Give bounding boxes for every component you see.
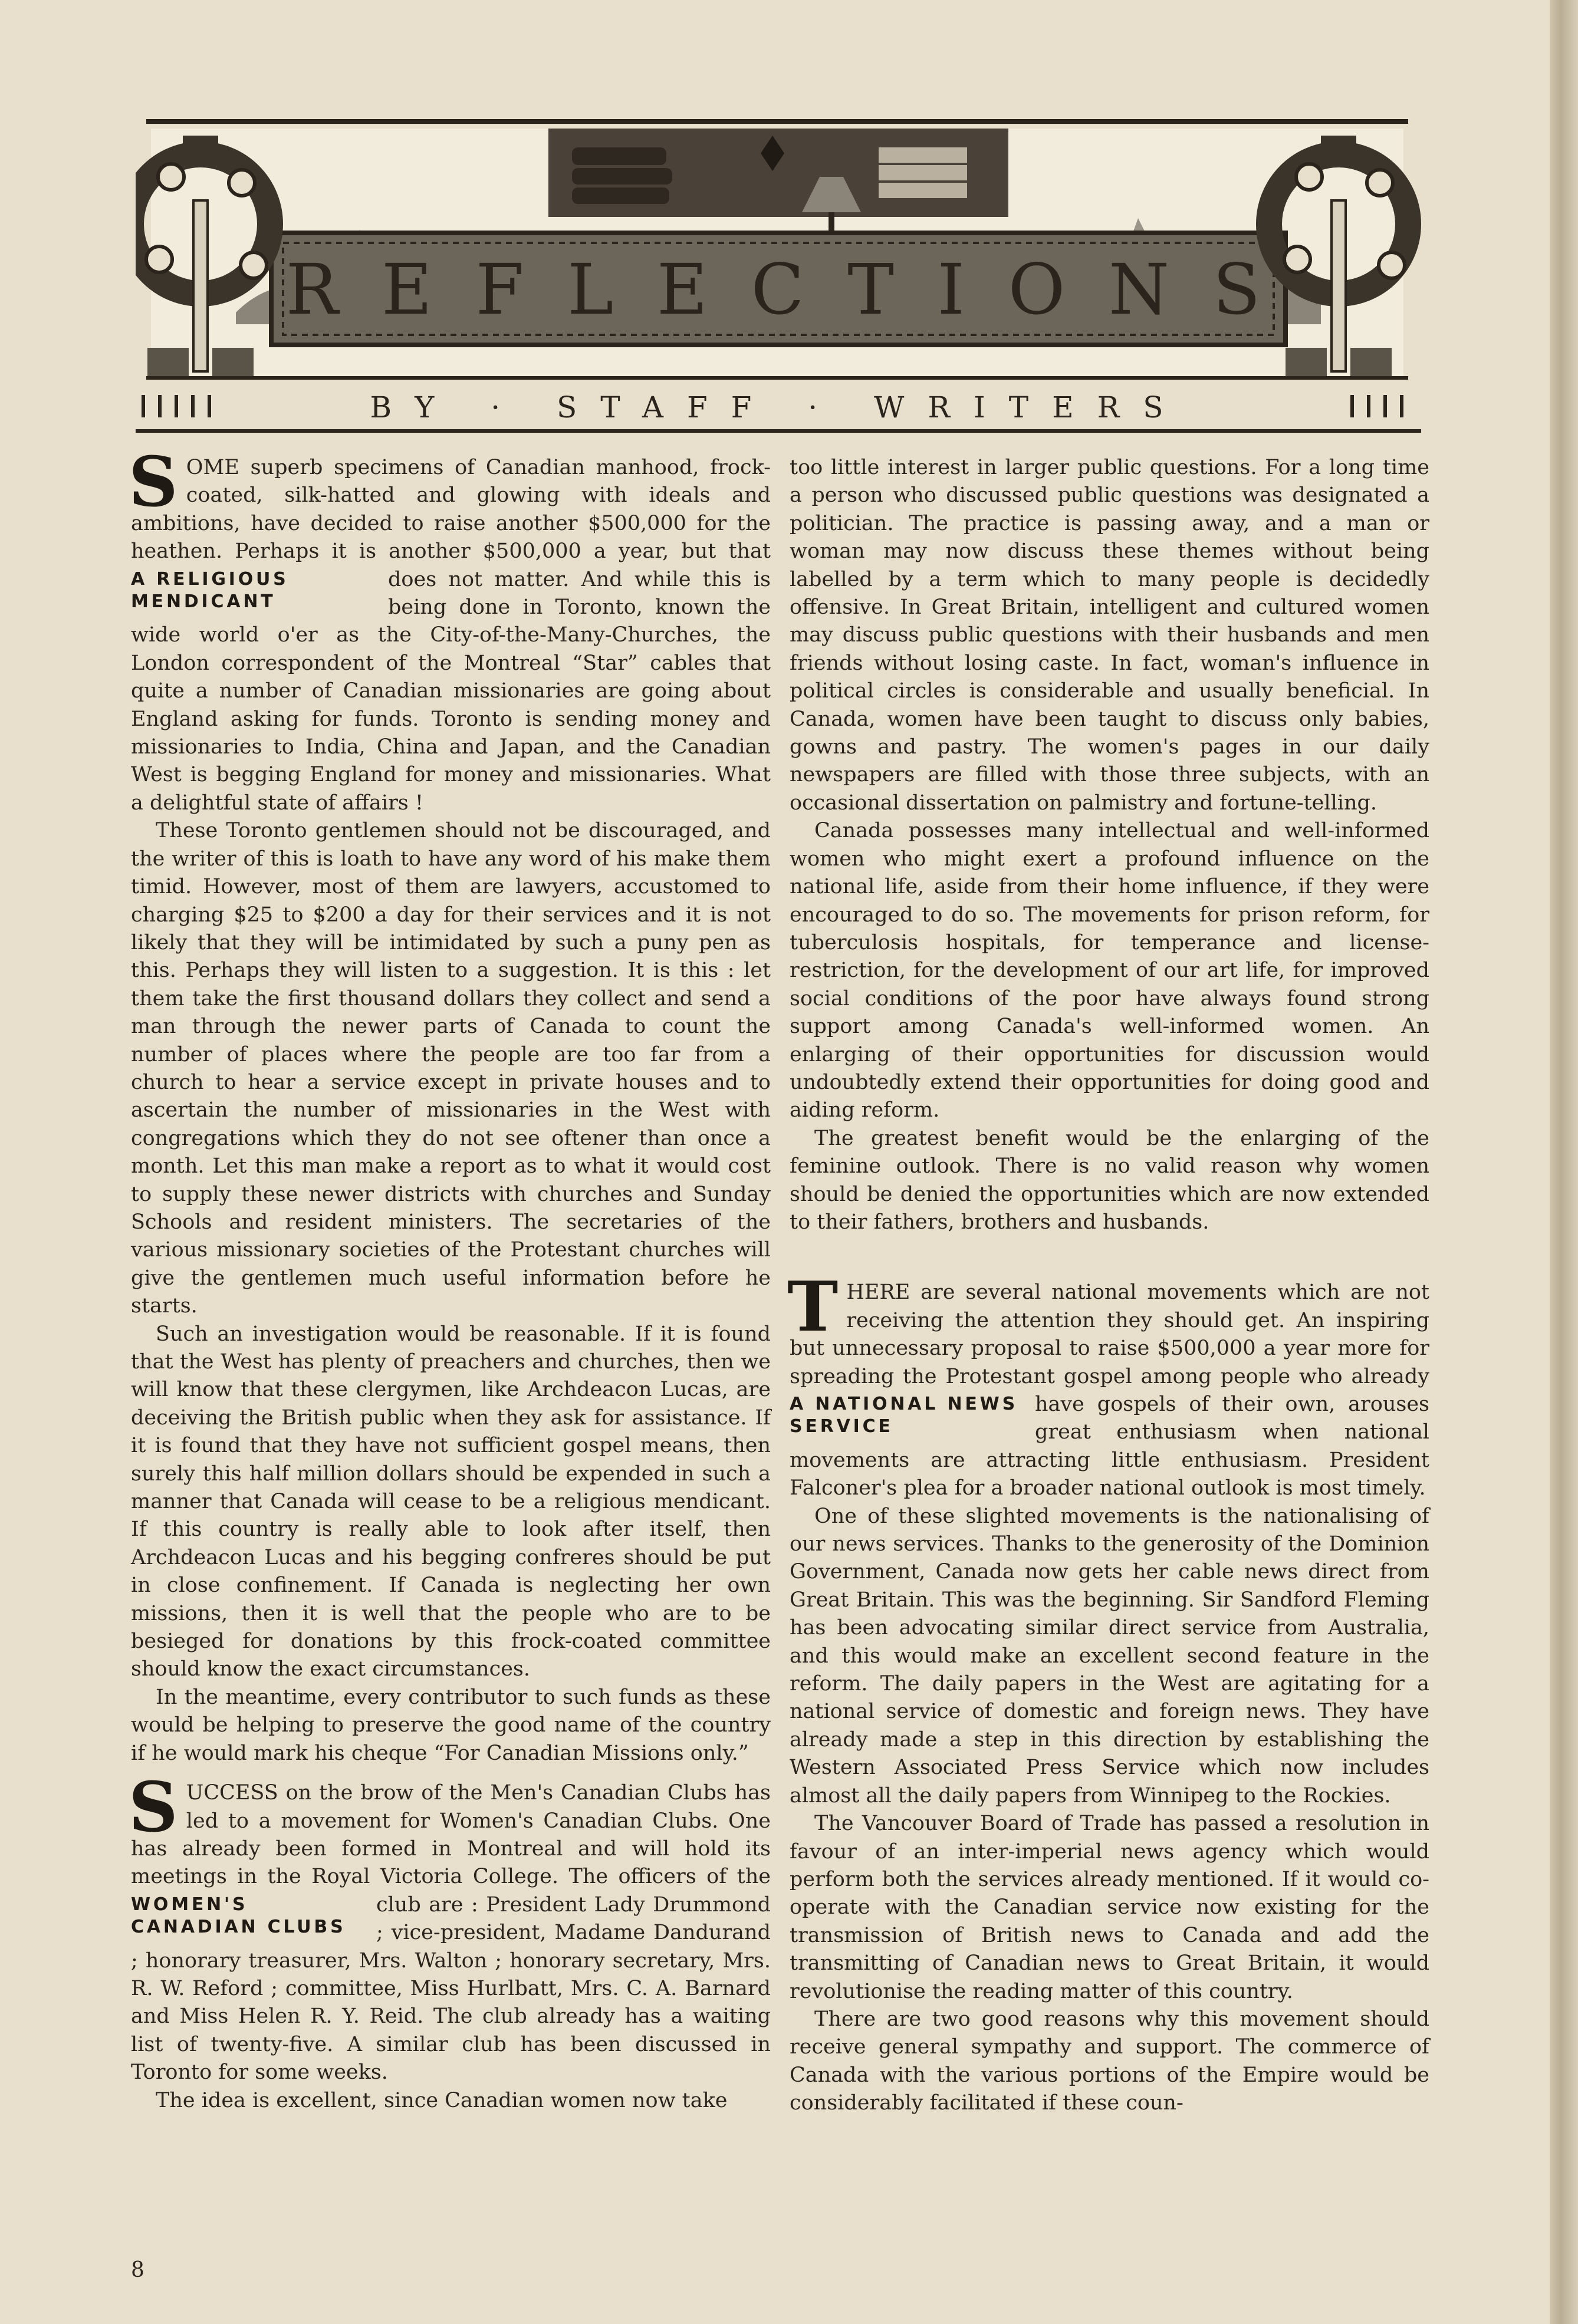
sidehead-religious-mendicant: A RELIGIOUS MENDICANT	[131, 568, 289, 612]
right-column	[787, 454, 1430, 2118]
paragraph: The Vancouver Board of Trade has passed a resolution in favour of an inter-imperial news agency which would perform both the services already mentioned. If it would co-operate with the Canadian service now existing for the transmission of British news to Canada and add the transmitting of Canadian news to Great Britain, it would revolutionise the reading matter of this country.	[790, 1812, 1429, 2003]
article-columns	[129, 442, 1430, 2223]
page-number: 8	[131, 2258, 144, 2282]
banner-byline: BY · STAFF · WRITERS	[370, 390, 1187, 424]
paragraph: There are two good reasons why this movement should receive general sympathy and support. The commerce of Canada with the various portions of the Empire would be considerably facilitated if these coun-	[790, 2007, 1429, 2115]
banner-title: R E F L E C T I O N S	[285, 249, 1271, 330]
drop-cap: S	[129, 442, 178, 522]
sidehead-national-news-service: A NATIONAL NEWS SERVICE	[790, 1394, 1018, 1437]
paragraph: The greatest benefit would be the enlarging of the feminine outlook. There is no valid reason why women should be denied the opportunities which are now extended to their fathers, brothers and husbands.	[790, 1126, 1429, 1234]
paragraph: Such an investigation would be reasonable. If it is found that the West has plenty of preachers and churches, then we will know that these clergymen, like Archdeacon Lucas, are deceiving the British public when they ask for assistance. If it is found that they have not sufficient gospel means, then surely this half million dollars should be expended in such a manner that Canada will cease to be a religious mendicant. If this country is really able to look after itself, then Archdeacon Lucas and his begging confreres should be put in close confinement. If Canada is neglecting her own missions, then it is well that the people who are to be besieged for donations by this frock-coated committee should know the exact circumstances.	[131, 1322, 771, 1681]
top-rule	[146, 119, 1408, 124]
paragraph-text: OME superb specimens of Canadian manhood, frock-coated, silk-hatted and glowing with ideals and ambitions, have decided to raise another $500,000 for the heathen. Perhaps it is another $500,000 a year, but that does not matter.	[131, 456, 771, 591]
mid-rule	[146, 376, 1408, 380]
page-edge	[1550, 0, 1578, 2324]
paragraph-text: And while this is being done in Toronto, known the wide world o'er as the City-of-the-Many-Churches, the London correspondent of the Montreal “Star” cables that quite a number of Canadian missionaries are going about England asking for funds. Toronto is sending money and missionaries to India, China and Japan, and the Canadian West is begging England for money and missionaries. What a delightful state of affairs !	[131, 567, 771, 815]
paragraph: The idea is excellent, since Canadian women now take	[156, 2088, 728, 2112]
paragraph: One of these slighted movements is the nationalising of our news services. Thanks to the generosity of the Dominion Government, Canada now gets her cable news direct from Great Britain. This was the beginning. Sir Sandford Fleming has been advocating similar direct service from Australia, and this would make an excellent second feature in the reform. The daily papers in the West are agitating for a national service of domestic and foreign news. They have already made a step in this direction by establishing the Western Associated Press Service which now includes almost all the daily papers from Winnipeg to the Rockies.	[790, 1504, 1429, 1808]
left-column	[129, 442, 771, 2115]
paragraph: Canada possesses many intellectual and well-informed women who might exert a profound influence on the national life, aside from their home influence, if they were encouraged to do so. The movements for prison reform, for tuberculosis hospitals, for temperance and license-restriction, for the development of our art life, for improved social conditions of the poor have always found strong support among Canada's well-informed women. An enlarging of their opportunities for discussion would undoubtedly extend their opportunities for doing good and aiding reform.	[790, 819, 1429, 1123]
reflections-banner	[136, 112, 1421, 442]
paragraph: These Toronto gentlemen should not be discouraged, and the writer of this is loath to have any word of his make them timid. However, most of them are lawyers, accustomed to charging $25 to $200 a day for their services and it is not likely that they will be intimidated by such a puny pen as this. Perhaps they will listen to a suggestion. It is this : let them take the first thousand dollars they collect and send a man through the newer parts of Canada to count the number of places where the people are too far from a church to hear a service except in private houses and to ascertain the number of missionaries in the West with congregations which they do not see oftener than once a month. Let this man make a report as to what it would cost to supply these newer districts with churches and Sunday Schools and resident ministers. The secretaries of the various missionary societies of the Protestant churches will give the gentlemen much useful information before he starts.	[131, 819, 771, 1318]
womens-clubs-intro	[129, 1767, 771, 2086]
drop-cap: S	[129, 1767, 178, 1848]
drop-cap: T	[787, 1267, 839, 1348]
paragraph-text: UCCESS on the brow of the Men's Canadian Clubs has led to a movement for Women's Canadian Clubs. One has already been formed in Montreal and will hold its meetings in the Royal Victoria College. The	[131, 1781, 771, 1889]
bottom-rule	[136, 429, 1421, 433]
sidehead-womens-canadian-clubs: WOMEN'S CANADIAN CLUBS	[131, 1894, 346, 1937]
national-news-intro	[787, 1267, 1430, 1502]
religious-mendicant-intro	[129, 442, 771, 817]
paragraph-text: HERE are several national movements which are not receiving the attention they should get. An inspiring but unnecessary proposal to raise $500,000 a year more for spreading the Protestant gospel among	[790, 1280, 1429, 1388]
paragraph-text: officers of the club are : President Lady Drummond ; vice-president, Madame Dandurand ; honorary treasurer, Mrs. Walton ; honorary secretary, Mrs. R. W. Reford ; committee, Miss Hurlbatt, Mrs. C. A. Barnard and Miss Helen R. Y. Reid. The club already has a waiting list of twenty-five. A similar club has been discussed in Toronto for some weeks.	[131, 1865, 771, 2085]
paragraph: In the meantime, every contributor to such funds as these would be helping to preserve the good name of the country if he would mark his cheque “For Canadian Missions only.”	[131, 1685, 771, 1765]
paragraph: too little interest in larger public questions. For a long time a person who discussed public questions was designated a politician. The practice is passing away, and a man or woman may now discuss these themes without being labelled by a term which to many people is decidedly offensive. In Great Britain, intelligent and cultured women may discuss public questions with their husbands and men friends without losing caste. In fact, woman's influence in political circles is considerable and usually beneficial. In Canada, women have been taught to discuss only babies, gowns and pastry. The women's pages in our daily newspapers are filled with those three subjects, with an occasional dissertation on palmistry and fortune-telling.	[790, 456, 1429, 815]
paragraph-text: people who already have gospels of their own, arouses great enthusiasm when national movements are attracting little enthusiasm. President Falconer's plea for a broader national outlook is most timely.	[790, 1364, 1430, 1500]
